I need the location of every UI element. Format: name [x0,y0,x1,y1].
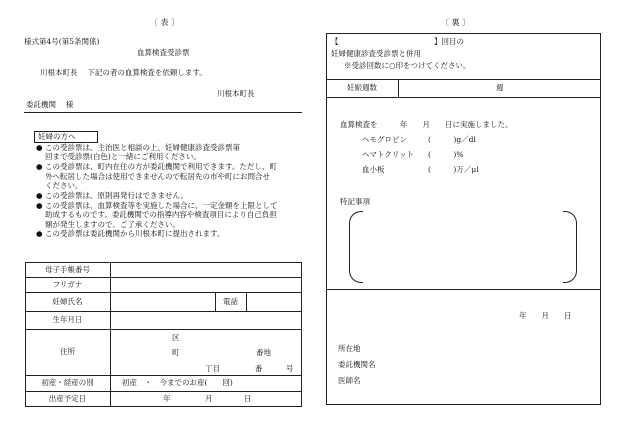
weeks-unit: 週 [495,83,504,93]
circle-instruction: ※受診回数に○印をつけてください。 [344,61,471,70]
parity-value: 初産 ・ 今までのお産( 回) [122,378,233,387]
hemoglobin-label: ヘモグロビン [362,135,407,144]
furigana-label: フリガナ [52,279,83,289]
visit-bracket-close: 】回目の [434,37,464,46]
doctor-label: 医師名 [338,376,361,385]
notes-bracket-right [563,211,577,283]
name-label: 妊婦氏名 [52,296,83,306]
ban-label: 番 [255,364,263,373]
due-year: 年 [163,394,171,403]
notice-item: ● この受診票は、原則再発行はできません。 [36,190,188,200]
weeks-label: 妊娠週数 [347,83,377,93]
notes-bracket-left [349,211,363,283]
phone-label: 電話 [223,296,238,306]
form-number: 様式第4号(第5条関係) [24,37,100,46]
exam-date-line: 血算検査を 年 月 日に実施しました。 [340,120,513,129]
notice-item: ● この受診票は、血算検査等を実施した場合に、一定金額を上限として 助成するものです。委託機関での指導内容や検査項目により自己負担 額が発生しますので、ご了承ください。 [36,200,278,229]
platelet-value: ( )万／μl [428,165,479,174]
combined-use-line: 妊婦健康診査受診票と併用 [331,49,421,58]
visit-bracket-open: 【 [331,37,339,46]
address-label: 住所 [60,347,75,357]
notes-label: 特記事項 [340,197,370,206]
notice-item: ● この受診票は委託機関から川根本町に提出されます。 [36,229,225,239]
due-month: 月 [205,394,213,403]
front-header: 〔 表 〕 [150,18,180,27]
notice-item: ● この受診票は、主治医と相談の上、妊婦健康診査受診票第 回まで受診票(白色)と一緒にご利用ください。 [36,143,240,162]
parity-label: 初産・経産の別 [41,378,94,388]
hematocrit-label: ヘマトクリット [362,150,415,159]
banchi-label: 番地 [256,348,271,357]
sign-date: 年 月 日 [519,311,572,320]
request-line: 川根本町長 下記の者の血算検査を依頼します。 [40,68,207,77]
addressee: 委託機関 様 [26,100,74,109]
hematocrit-value: ( )% [428,150,464,159]
location-label: 所在地 [338,344,361,353]
issuer: 川根本町長 [217,89,255,98]
form-title: 血算検査受診票 [137,48,190,57]
notice-heading: 妊婦の方へ [34,131,98,143]
boshi-label: 母子手帳番号 [45,264,90,274]
dob-label: 生年月日 [52,315,83,325]
notice-list [36,143,304,239]
due-label: 出産予定日 [48,394,87,404]
due-day: 日 [244,394,252,403]
ku-label: 区 [172,333,180,342]
machi-label: 町 [172,348,180,357]
hemoglobin-value: ( )g／dl [428,135,476,144]
org-label: 委託機関名 [338,360,376,369]
addressee-underline [24,112,302,113]
platelet-label: 血小板 [362,165,385,174]
back-header: 〔 裏 〕 [441,18,471,27]
notice-item: ● この受診票は、町内在住の方が委託機関で利用できます。ただし、町 外へ転居した場合は使用できませんので転居先の市や町にお問合せ ください。 [36,162,277,190]
chome-label: 丁目 [205,364,220,373]
go-label: 号 [286,364,294,373]
